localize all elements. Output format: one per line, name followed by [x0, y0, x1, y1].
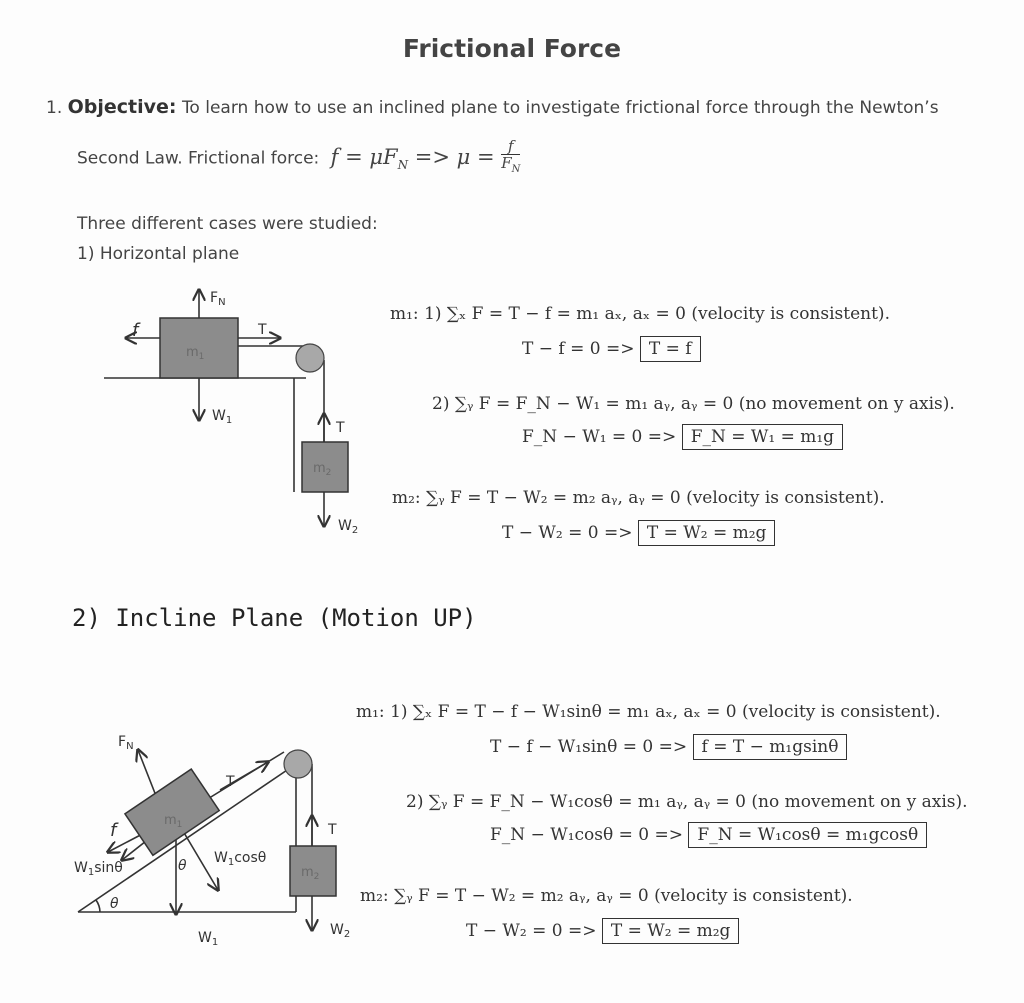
case2-eq-a2: T − f − W₁sinθ = 0 => f = T − m₁gsinθ: [490, 734, 847, 760]
case1-result-b: F_N = W₁ = m₁g: [682, 424, 843, 450]
objective-number: 1.: [46, 98, 63, 118]
theta-label-block: θ: [178, 858, 187, 874]
w1-label-2: $W_1$: [198, 930, 219, 948]
case1-eq-c2: T − W₂ = 0 => T = W₂ = m₂g: [502, 520, 775, 546]
f-label: f: [132, 320, 139, 341]
friction-formula: $f = \mu F_N => \mu$ = $\frac{f}{F_N}$: [330, 137, 521, 175]
m2-label-2: $m_2$: [301, 865, 320, 882]
case2-eq-a: m₁: 1) ∑ₓ F = T − f − W₁sinθ = m₁ aₓ, aₓ = 0 (velocity is consistent).: [356, 702, 941, 722]
case1-result-a: T = f: [640, 336, 701, 362]
case2-result-c: T = W₂ = m₂g: [602, 918, 740, 944]
t-label-2: T: [226, 774, 235, 790]
case1-eq-a: m₁: 1) ∑ₓ F = T − f = m₁ aₓ, aₓ = 0 (velocity is consistent).: [390, 304, 890, 324]
case1-result-c: T = W₂ = m₂g: [638, 520, 776, 546]
cases-intro: Three different cases were studied:: [77, 214, 378, 234]
w1sin-label: $W_1\sin\theta$: [74, 860, 123, 878]
fn-label-2: $F_N$: [118, 734, 134, 752]
case1-eq-c: m₂: ∑ᵧ F = T − W₂ = m₂ aᵧ, aᵧ = 0 (velocity is consistent).: [392, 488, 885, 508]
objective-text: To learn how to use an inclined plane to investigate frictional force through the Newton’s: [181, 98, 939, 118]
case2-result-b: F_N = W₁cosθ = m₁gcosθ: [688, 822, 927, 848]
m2-label: $m_2$: [313, 461, 332, 478]
theta-label-base: θ: [110, 896, 119, 912]
f-label-2: f: [110, 820, 117, 841]
theta-arc: [96, 900, 100, 912]
m1-label-2: $m_1$: [164, 813, 183, 830]
fn-label: $F_N$: [210, 290, 226, 308]
case1-eq-b: 2) ∑ᵧ F = F_N − W₁ = m₁ aᵧ, aᵧ = 0 (no movement on y axis).: [432, 394, 955, 414]
case2-result-a: f = T − m₁gsinθ: [693, 734, 848, 760]
case2-eq-c: m₂: ∑ᵧ F = T − W₂ = m₂ aᵧ, aᵧ = 0 (velocity is consistent).: [360, 886, 853, 906]
case2-eq-b: 2) ∑ᵧ F = F_N − W₁cosθ = m₁ aᵧ, aᵧ = 0 (no movement on y axis).: [406, 792, 968, 812]
case1-eq-a2: T − f = 0 => T = f: [522, 336, 701, 362]
case1-title: 1) Horizontal plane: [77, 244, 240, 264]
w2-label-2: $W_2$: [330, 922, 351, 940]
m1-label: $m_1$: [186, 345, 205, 362]
case2-eq-c2: T − W₂ = 0 => T = W₂ = m₂g: [466, 918, 739, 944]
page-title: Frictional Force: [402, 34, 622, 63]
objective-line2-text: Second Law. Frictional force:: [77, 148, 320, 169]
t2-label-2: T: [328, 822, 337, 838]
w2-label: $W_2$: [338, 518, 359, 536]
case2-eq-b2: F_N − W₁cosθ = 0 => F_N = W₁cosθ = m₁gcosθ: [490, 822, 927, 848]
t-label: T: [258, 322, 267, 338]
w1cos-label: $W_1\cos\theta$: [214, 850, 267, 868]
case1-eq-b2: F_N − W₁ = 0 => F_N = W₁ = m₁g: [522, 424, 843, 450]
pulley-2: [284, 750, 312, 778]
w1-label: $W_1$: [212, 408, 233, 426]
case2-title: 2) Incline Plane (Motion UP): [72, 604, 477, 632]
t2-label: T: [336, 420, 345, 436]
objective-label: Objective:: [67, 96, 177, 118]
